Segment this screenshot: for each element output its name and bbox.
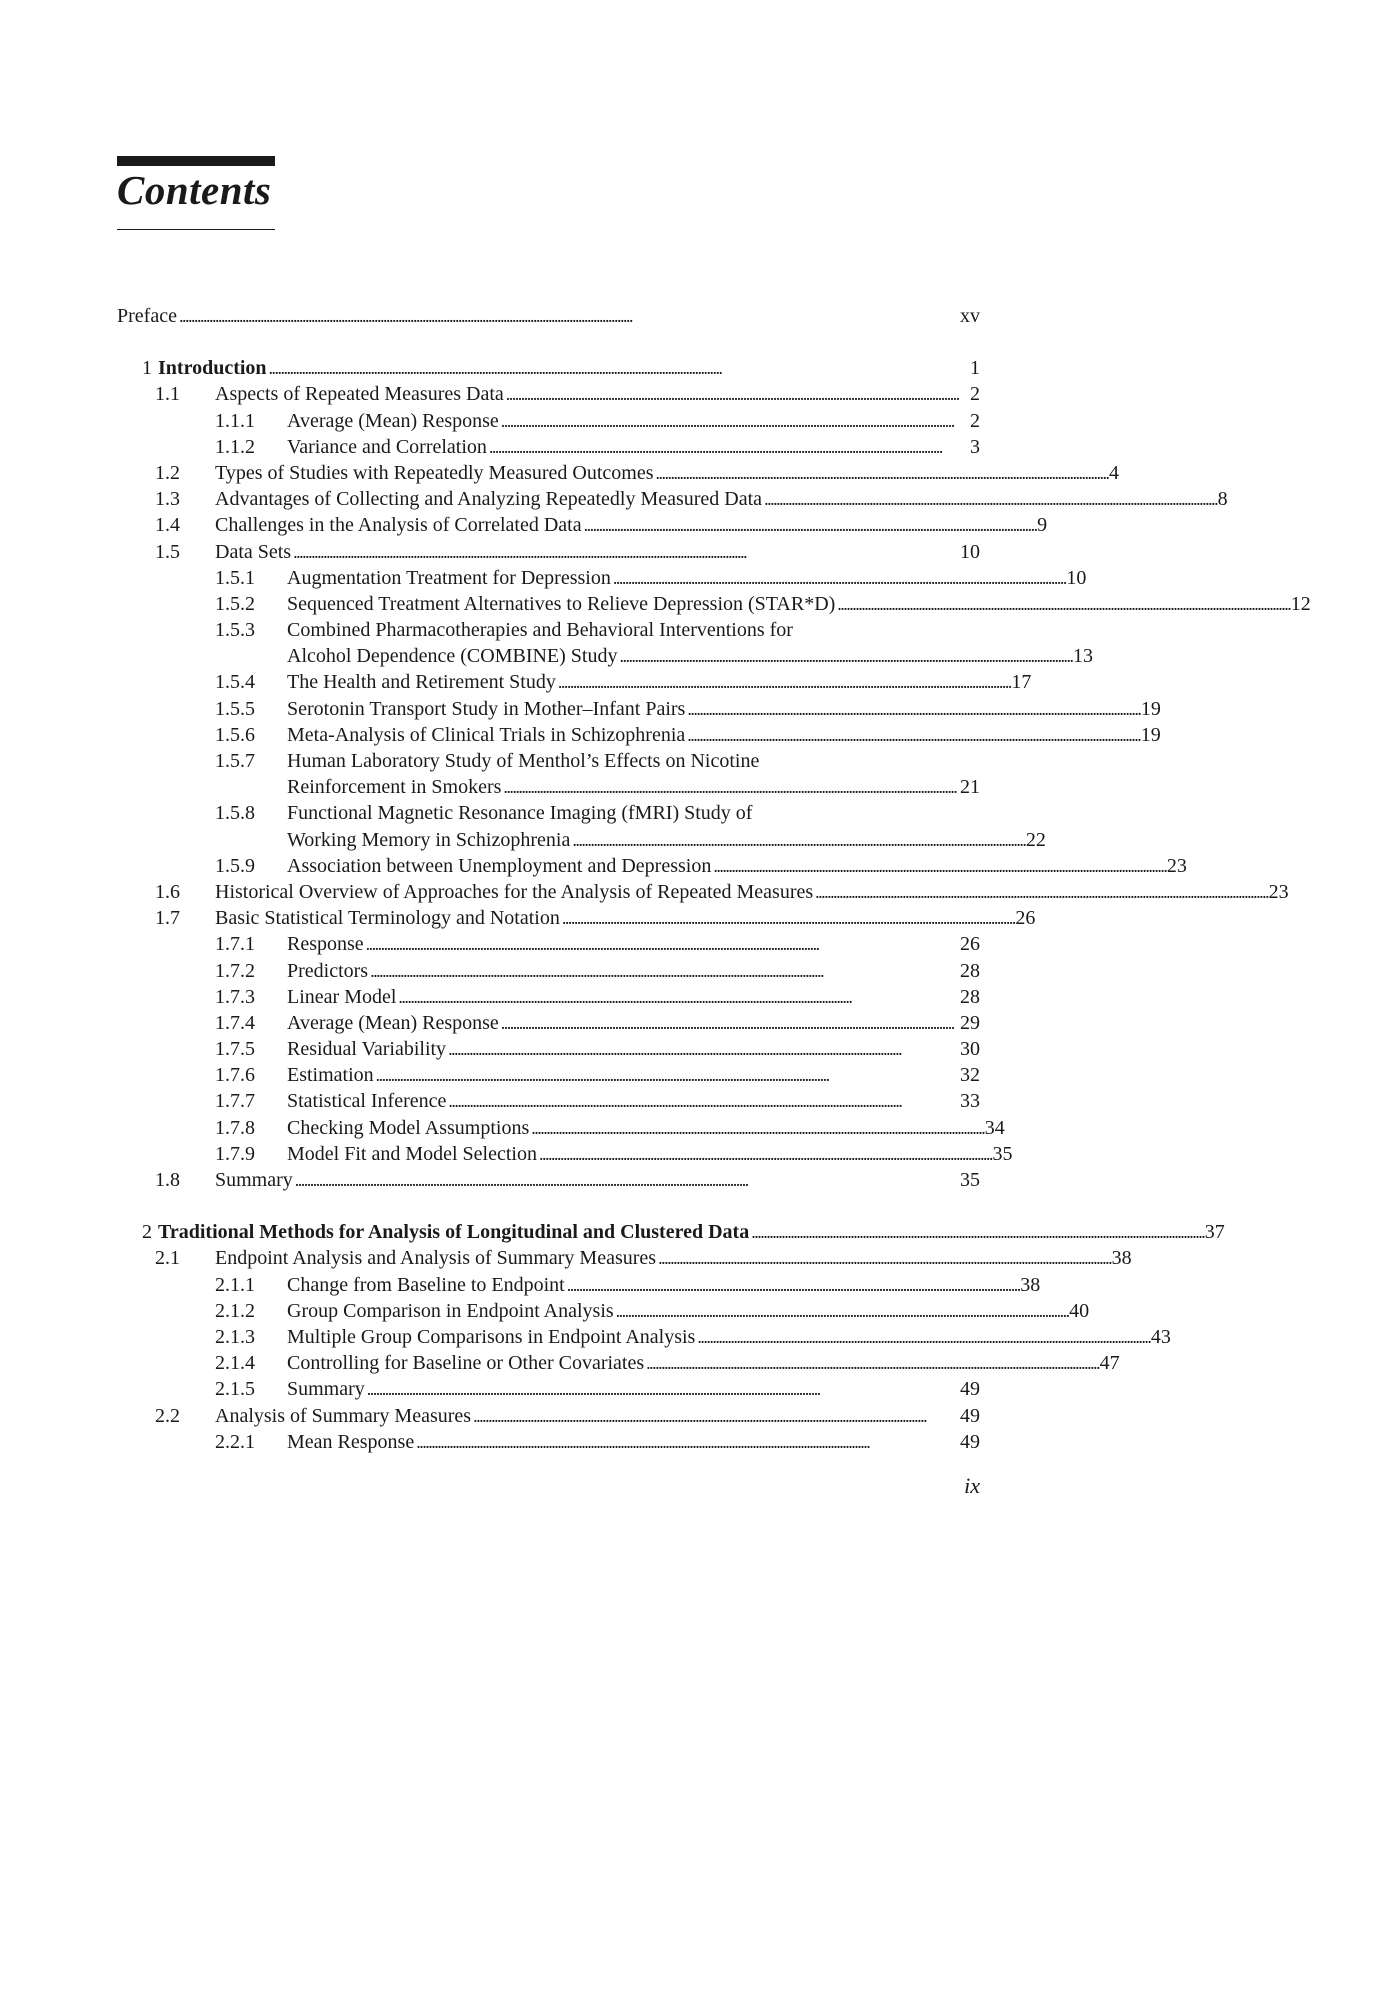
toc-entry-1-7-9[interactable]: [117, 1141, 1013, 1167]
toc-entry-page: 49: [960, 1404, 980, 1427]
toc-entry-number: 1.7.7: [215, 1090, 255, 1113]
dot-leader: [713, 853, 1165, 879]
dot-leader: [448, 1036, 958, 1062]
toc-entry-1-7-8[interactable]: [117, 1115, 1005, 1141]
toc-entry-page: 49: [960, 1430, 980, 1453]
dot-leader: [473, 1403, 958, 1429]
toc-entry-1-5-6[interactable]: [117, 722, 1161, 748]
toc-entry-title: Introduction: [158, 357, 267, 380]
dot-leader: [764, 486, 1216, 512]
toc-entry-1-1[interactable]: [117, 381, 980, 407]
toc-entry-title: Functional Magnetic Resonance Imaging (fMRI) Study of: [287, 802, 753, 825]
dot-leader: [558, 669, 1010, 695]
toc-entry-1-7-7[interactable]: [117, 1088, 980, 1114]
toc-entry-number: 1.8: [155, 1169, 180, 1191]
toc-entry-page: 8: [1217, 488, 1228, 511]
dot-leader: [376, 1062, 958, 1088]
dot-leader: [179, 303, 958, 329]
toc-entry-continuation[interactable]: [117, 827, 1046, 853]
toc-entry-number: 1.7.6: [215, 1064, 255, 1087]
toc-entry-number: 1: [142, 357, 152, 380]
toc-entry-page: 3: [970, 435, 980, 458]
table-of-contents: [117, 303, 1311, 1455]
toc-entry-title: Working Memory in Schizophrenia: [287, 828, 571, 851]
toc-entry-2-2-1[interactable]: [117, 1429, 980, 1455]
toc-entry-page: 2: [970, 383, 980, 406]
toc-entry-title: Predictors: [287, 959, 369, 982]
toc-entry-title: Alcohol Dependence (COMBINE) Study: [287, 645, 618, 668]
toc-entry-1-7-1[interactable]: [117, 931, 980, 957]
toc-entry-number: 2: [142, 1221, 152, 1244]
toc-entry-page: 28: [960, 959, 980, 982]
toc-entry-2-1-3[interactable]: [117, 1324, 1171, 1350]
toc-entry-1-5-2[interactable]: [117, 591, 1311, 617]
toc-entry-number: 2.1.2: [215, 1299, 255, 1322]
toc-entry-title: Types of Studies with Repeatedly Measured Outcomes: [215, 461, 654, 484]
toc-entry-page: 35: [992, 1142, 1013, 1165]
toc-entry-number: 2.1.1: [215, 1273, 255, 1296]
toc-entry-number: 1.5.3: [215, 619, 255, 642]
toc-entry-page: 33: [960, 1090, 980, 1113]
dot-leader: [366, 931, 958, 957]
toc-entry-title: Serotonin Transport Study in Mother–Infant Pairs: [287, 697, 686, 720]
title-underline: [117, 229, 275, 230]
toc-entry-title: Statistical Inference: [287, 1090, 447, 1113]
toc-entry-page: 17: [1011, 671, 1032, 694]
title-bar-decoration: [117, 156, 275, 166]
toc-entry-title: Data Sets: [215, 540, 292, 563]
toc-entry-page: 26: [1015, 907, 1036, 930]
toc-entry-page: 13: [1073, 645, 1093, 668]
toc-entry-title: Historical Overview of Approaches for the Analysis of Repeated Measures: [215, 880, 814, 903]
toc-entry-number: 1.7.2: [215, 959, 255, 982]
toc-entry-page: 10: [960, 540, 980, 563]
toc-entry-page: 40: [1069, 1299, 1090, 1322]
dot-leader: [751, 1219, 1203, 1245]
toc-entry-number: 1.2: [155, 461, 180, 484]
dot-leader: [620, 643, 1072, 669]
toc-entry-title: Analysis of Summary Measures: [215, 1404, 472, 1427]
toc-entry-2-2[interactable]: [117, 1403, 980, 1429]
toc-entry-2-1-1[interactable]: [117, 1272, 1041, 1298]
toc-entry-title: Change from Baseline to Endpoint: [287, 1273, 565, 1296]
toc-entry-number: 1.7: [155, 907, 180, 930]
toc-entry-number: 2.2: [155, 1404, 180, 1427]
dot-leader: [562, 905, 1014, 931]
toc-entry-continuation[interactable]: [117, 643, 1093, 669]
dot-leader: [687, 696, 1139, 722]
toc-entry-number: 1.7.5: [215, 1038, 255, 1061]
toc-entry-title: Checking Model Assumptions: [287, 1116, 530, 1139]
toc-entry-title: Residual Variability: [287, 1038, 447, 1061]
toc-entry-1-4[interactable]: [117, 512, 1048, 538]
toc-entry-number: 1.5.1: [215, 566, 255, 589]
toc-entry-number: 1.7.1: [215, 933, 255, 956]
toc-entry-page: 29: [960, 1011, 980, 1034]
toc-entry-1-5-5[interactable]: [117, 696, 1161, 722]
toc-entry-page: 9: [1037, 514, 1048, 537]
toc-entry-1-5-3[interactable]: [117, 617, 980, 643]
dot-leader: [658, 1245, 1110, 1271]
toc-entry-number: 1.5.2: [215, 592, 255, 615]
toc-entry-page: 49: [960, 1378, 980, 1401]
toc-entry-number: 1.4: [155, 514, 180, 537]
toc-entry-number: 1.5.6: [215, 723, 255, 746]
dot-leader: [531, 1115, 983, 1141]
toc-entry-page: 37: [1204, 1221, 1225, 1244]
toc-entry-preface[interactable]: [117, 303, 980, 329]
toc-entry-page: 22: [1025, 828, 1046, 851]
toc-entry-page: 32: [960, 1064, 980, 1087]
toc-entry-1-8[interactable]: [117, 1167, 980, 1193]
toc-entry-title: Summary: [215, 1169, 293, 1191]
toc-entry-title: Average (Mean) Response: [287, 1011, 499, 1034]
toc-entry-title: Combined Pharmacotherapies and Behavioral Interventions for: [287, 619, 793, 642]
toc-entry-page: 34: [984, 1116, 1005, 1139]
toc-entry-title: Preface: [117, 305, 177, 327]
toc-entry-title: Controlling for Baseline or Other Covariates: [287, 1352, 645, 1375]
dot-leader: [656, 460, 1108, 486]
toc-entry-number: 1.1.1: [215, 409, 255, 432]
dot-leader: [489, 434, 968, 460]
page-title: Contents: [117, 167, 272, 213]
toc-entry-1-7-6[interactable]: [117, 1062, 980, 1088]
toc-entry-page: 1: [970, 357, 980, 380]
toc-entry-title: Aspects of Repeated Measures Data: [215, 383, 504, 406]
toc-entry-title: Average (Mean) Response: [287, 409, 499, 432]
toc-entry-1-5-4[interactable]: [117, 669, 1032, 695]
toc-entry-1-5-9[interactable]: [117, 853, 1187, 879]
toc-entry-number: 1.5.7: [215, 750, 255, 772]
toc-entry-number: 1.7.4: [215, 1011, 255, 1034]
toc-entry-title: Variance and Correlation: [287, 435, 487, 458]
dot-leader: [697, 1324, 1149, 1350]
dot-leader: [815, 879, 1267, 905]
toc-entry-1-7-2[interactable]: [117, 958, 980, 984]
toc-entry-number: 2.2.1: [215, 1430, 255, 1453]
toc-entry-number: 1.5.4: [215, 671, 255, 694]
toc-entry-page: 4: [1109, 461, 1120, 484]
dot-leader: [837, 591, 1289, 617]
toc-entry-title: Linear Model: [287, 985, 397, 1008]
dot-leader: [370, 958, 958, 984]
dot-leader: [295, 1167, 958, 1193]
toc-entry-page: 2: [970, 409, 980, 432]
toc-entry-title: Summary: [287, 1378, 365, 1401]
toc-entry-title: Challenges in the Analysis of Correlated Data: [215, 514, 582, 537]
toc-entry-page: 38: [1020, 1273, 1041, 1296]
toc-entry-title: Reinforcement in Smokers: [287, 776, 502, 799]
toc-entry-title: Advantages of Collecting and Analyzing Repeatedly Measured Data: [215, 488, 763, 511]
toc-entry-1[interactable]: [117, 355, 980, 381]
toc-entry-1-6[interactable]: [117, 879, 1289, 905]
toc-entry-1-1-2[interactable]: [117, 434, 980, 460]
toc-entry-1-7-4[interactable]: [117, 1010, 980, 1036]
toc-entry-page: xv: [960, 305, 980, 327]
toc-entry-title: Model Fit and Model Selection: [287, 1142, 537, 1165]
toc-entry-title: Response: [287, 933, 364, 956]
toc-entry-1-7[interactable]: [117, 905, 1036, 931]
toc-entry-number: 1.5: [155, 540, 180, 563]
toc-entry-page: 35: [960, 1169, 980, 1191]
toc-entry-title: Traditional Methods for Analysis of Longitudinal and Clustered Data: [158, 1221, 750, 1244]
toc-entry-number: 1.1.2: [215, 435, 255, 458]
dot-leader: [503, 774, 958, 800]
toc-entry-continuation[interactable]: [117, 774, 980, 800]
toc-entry-1-5-1[interactable]: [117, 565, 1087, 591]
toc-entry-1-5-7[interactable]: [117, 748, 980, 774]
toc-entry-page: 38: [1111, 1247, 1132, 1270]
toc-entry-2-1-5[interactable]: [117, 1376, 980, 1402]
dot-leader: [416, 1429, 958, 1455]
toc-entry-number: 1.7.8: [215, 1116, 255, 1139]
dot-leader: [572, 827, 1024, 853]
dot-leader: [687, 722, 1139, 748]
dot-leader: [506, 381, 968, 407]
toc-entry-title: Augmentation Treatment for Depression: [287, 566, 611, 589]
toc-entry-1-1-1[interactable]: [117, 408, 980, 434]
dot-leader: [501, 1010, 958, 1036]
toc-entry-page: 47: [1099, 1352, 1120, 1375]
toc-entry-number: 1.5.5: [215, 697, 255, 720]
dot-leader: [501, 408, 968, 434]
toc-entry-page: 43: [1150, 1325, 1171, 1348]
toc-entry-number: 1.3: [155, 488, 180, 511]
dot-leader: [398, 984, 958, 1010]
dot-leader: [367, 1376, 958, 1402]
toc-entry-title: Multiple Group Comparisons in Endpoint Analysis: [287, 1325, 696, 1348]
toc-entry-title: Meta-Analysis of Clinical Trials in Schizophrenia: [287, 723, 686, 746]
toc-entry-number: 2.1.5: [215, 1378, 255, 1401]
toc-entry-number: 1.7.9: [215, 1142, 255, 1165]
toc-entry-page: 23: [1268, 880, 1289, 903]
dot-leader: [293, 539, 958, 565]
toc-entry-page: 19: [1140, 723, 1161, 746]
toc-entry-title: Mean Response: [287, 1430, 415, 1453]
toc-entry-number: 1.7.3: [215, 985, 255, 1008]
toc-entry-number: 2.1.4: [215, 1352, 255, 1375]
dot-leader: [269, 355, 968, 381]
toc-entry-number: 1.6: [155, 880, 180, 903]
toc-entry-title: Basic Statistical Terminology and Notation: [215, 907, 560, 930]
dot-leader: [646, 1350, 1098, 1376]
toc-entry-2-1[interactable]: [117, 1245, 1132, 1271]
toc-entry-2[interactable]: [117, 1219, 1225, 1245]
toc-entry-1-3[interactable]: [117, 486, 1228, 512]
toc-entry-2-1-4[interactable]: [117, 1350, 1120, 1376]
dot-leader: [539, 1141, 991, 1167]
toc-entry-title: The Health and Retirement Study: [287, 671, 556, 694]
toc-entry-1-2[interactable]: [117, 460, 1120, 486]
toc-entry-title: Association between Unemployment and Depression: [287, 854, 712, 877]
toc-entry-page: 28: [960, 985, 980, 1008]
dot-leader: [613, 565, 1065, 591]
toc-entry-1-7-5[interactable]: [117, 1036, 980, 1062]
toc-entry-page: 23: [1166, 854, 1187, 877]
toc-entry-number: 1.5.8: [215, 802, 255, 825]
toc-entry-title: Estimation: [287, 1064, 374, 1087]
toc-entry-title: Human Laboratory Study of Menthol’s Effects on Nicotine: [287, 750, 760, 772]
toc-entry-number: 2.1.3: [215, 1325, 255, 1348]
toc-entry-page: 26: [960, 933, 980, 956]
toc-entry-page: 21: [960, 776, 980, 799]
dot-leader: [448, 1088, 958, 1114]
toc-entry-2-1-2[interactable]: [117, 1298, 1090, 1324]
toc-entry-number: 1.1: [155, 383, 180, 406]
toc-entry-title: Group Comparison in Endpoint Analysis: [287, 1299, 614, 1322]
toc-entry-title: Sequenced Treatment Alternatives to Relieve Depression (STAR*D): [287, 592, 836, 615]
toc-entry-title: Endpoint Analysis and Analysis of Summary Measures: [215, 1247, 657, 1270]
toc-entry-1-5[interactable]: [117, 539, 980, 565]
toc-entry-number: 1.5.9: [215, 854, 255, 877]
toc-entry-page: 30: [960, 1038, 980, 1061]
dot-leader: [584, 512, 1036, 538]
dot-leader: [616, 1298, 1068, 1324]
dot-leader: [567, 1272, 1019, 1298]
toc-entry-1-5-8[interactable]: [117, 800, 980, 826]
toc-entry-1-7-3[interactable]: [117, 984, 980, 1010]
toc-entry-number: 2.1: [155, 1247, 180, 1270]
toc-entry-page: 12: [1290, 592, 1311, 615]
toc-entry-page: 19: [1140, 697, 1161, 720]
page-number: ix: [964, 1473, 980, 1498]
toc-entry-page: 10: [1066, 566, 1087, 589]
